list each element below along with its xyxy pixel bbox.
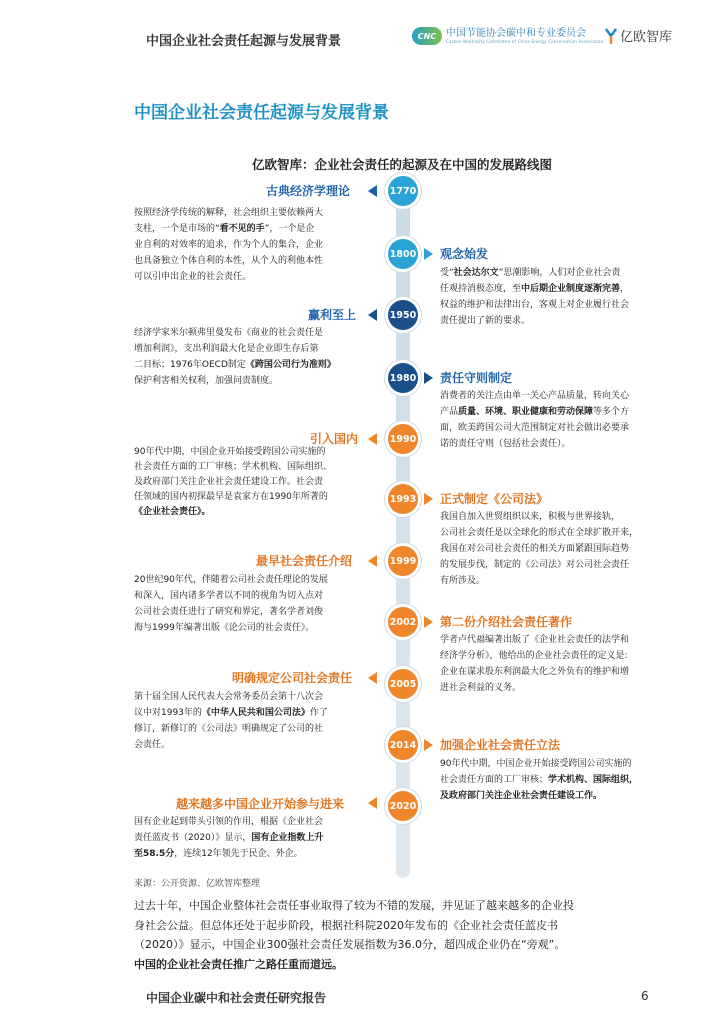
timeline-text-1950: 经济学家米尔顿弗里曼发布《商业的社会责任是 增加利润》，支出利润最大化是企业即生存后第 二目标；1976年OECD制定《跨国公司行为准则》 保护利害相关权利，加强问责制度。 xyxy=(134,328,336,386)
arrow-right-icon xyxy=(424,616,433,628)
cnc-logo xyxy=(412,24,603,48)
timeline-node-1993: 1993 xyxy=(388,484,418,514)
cnc-logo-cn: 中国节能协会碳中和专业委员会 xyxy=(446,28,586,39)
timeline-node-2014: 2014 xyxy=(388,730,418,760)
source-note: 来源：公开资源、亿欧智库整理 xyxy=(134,879,261,889)
timeline-heading-1800: 观念始发 xyxy=(440,247,489,261)
cnc-logo-mark: CNC xyxy=(412,27,442,45)
arrow-left-icon xyxy=(368,672,377,684)
timeline-heading-1993: 正式制定《公司法》 xyxy=(440,492,549,506)
arrow-left-icon xyxy=(368,797,377,809)
timeline-node-1770: 1770 xyxy=(388,176,418,206)
timeline-text-1770: 按照经济学传统的解释，社会组织主要依赖两大 支柱，一个是市场的“看不见的手”，一个是企 业自利的对效率的追求，作为个人的集合，企业 也具备独立个体自利的本性，从个人的利他本性 可以引申出企业的社会责任。 xyxy=(134,208,324,282)
timeline-text-2005: 第十届全国人民代表大会常务委员会第十八次会 议中对1993年的《中华人民共和国公司法》作了 修订，新修订的《公司法》明确规定了公司的社 会责任。 xyxy=(134,692,328,750)
timeline-text-1993: 我国自加入世贸组织以来，积极与世界接轨， 公司社会责任是以全球化的形式在全球扩散开来， 我国在对公司社会责任的相关方面紧跟国际趋势 的发展步伐，制定的《公司法》对公司社会责任 有所涉及。 xyxy=(440,512,639,586)
timeline-text-1980: 消费者的关注点由单一关心产品质量，转向关心 产品质量、环境、职业健康和劳动保障等多个方 面，欧美跨国公司大范围制定对社会做出必要承 诺的责任守则（包括社会责任）。 xyxy=(440,391,630,449)
arrow-right-icon xyxy=(424,372,433,384)
timeline-heading-1999: 最早社会责任介绍 xyxy=(256,554,353,568)
timeline-node-2020: 2020 xyxy=(388,791,418,821)
timeline-heading-2020: 越来越多中国企业开始参与进来 xyxy=(176,797,345,811)
timeline-text-1990: 90年代中期，中国企业开始接受跨国公司实施的 社会责任方面的工厂审核；学术机构、国际组织、 及政府部门关注企业社会责任建设工作。社会责 任领域的国内初探最早是袁家方在1990年所著的 《企业社会责任》。 xyxy=(134,447,333,517)
timeline-node-2005: 2005 xyxy=(388,669,418,699)
timeline-heading-1980: 责任守则制定 xyxy=(440,371,513,385)
timeline-heading-2014: 加强企业社会责任立法 xyxy=(440,738,561,752)
timeline-text-2020: 国有企业起到带头引领的作用，根据《企业社会 责任蓝皮书（2020）》显示，国有企业指数上升 至58.5分，连续12年领先于民企、外企。 xyxy=(134,817,324,859)
timeline-heading-1950: 赢利至上 xyxy=(308,308,357,322)
timeline-text-2014: 90年代中期，中国企业开始接受跨国公司实施的 社会责任方面的工厂审核；学术机构、国际组织， 及政府部门关注企业社会责任建设工作。 xyxy=(440,759,639,801)
arrow-right-icon xyxy=(424,248,433,260)
timeline-heading-2005: 明确规定公司社会责任 xyxy=(232,671,353,685)
timeline-spine xyxy=(396,178,410,878)
arrow-right-icon xyxy=(424,739,433,751)
iyiou-logo-icon xyxy=(604,27,618,45)
arrow-left-icon xyxy=(368,185,377,197)
chart-title: 亿欧智库：企业社会责任的起源及在中国的发展路线图 xyxy=(251,157,552,172)
timeline-heading-2002: 第二份介绍社会责任著作 xyxy=(440,615,573,629)
timeline-node-1999: 1999 xyxy=(388,546,418,576)
timeline-node-1800: 1800 xyxy=(388,239,418,269)
timeline-heading-1770: 古典经济学理论 xyxy=(266,184,351,198)
arrow-left-icon xyxy=(368,309,377,321)
timeline-node-1980: 1980 xyxy=(388,363,418,393)
timeline-node-1950: 1950 xyxy=(388,300,418,330)
timeline-node-2002: 2002 xyxy=(388,607,418,637)
section-title: 中国企业社会责任起源与发展背景 xyxy=(134,103,389,123)
arrow-left-icon xyxy=(368,555,377,567)
footer-title: 中国企业碳中和社会责任研究报告 xyxy=(146,991,327,1005)
iyiou-logo xyxy=(604,26,672,45)
header-title: 中国企业社会责任起源与发展背景 xyxy=(146,34,342,49)
iyiou-logo-text: 亿欧智库 xyxy=(620,30,673,45)
arrow-left-icon xyxy=(368,433,377,445)
timeline-node-1990: 1990 xyxy=(388,424,418,454)
cnc-logo-en: Carbon Neutrality Committee of China Energy Conservation Association xyxy=(446,39,604,44)
arrow-right-icon xyxy=(424,493,433,505)
timeline-heading-1990: 引入国内 xyxy=(310,432,359,446)
timeline-text-1999: 20世纪90年代，伴随着公司社会责任理论的发展 和深入，国内诸多学者以不同的视角为切入点对 公司社会责任进行了研究和界定，著名学者刘俊 海与1999年编著出版《论公司的社会责任》。 xyxy=(134,575,328,633)
page-number: 6 xyxy=(641,989,649,1003)
timeline-text-1800: 受“社会达尔文”思潮影响，人们对企业社会责 任观持消极态度，至中后期企业制度逐渐完善， 权益的维护和法律出台，客观上对企业履行社会 责任提出了新的要求。 xyxy=(440,268,630,326)
timeline-text-2002: 学者卢代福编著出版了《企业社会责任的法学和 经济学分析》，他给出的企业社会责任的定义是: 企业在谋求股东利润最大化之外负有的维护和增 进社会利益的义务。 xyxy=(440,635,630,693)
body-paragraph: 过去十年，中国企业整体社会责任事业取得了较为不错的发展，并见证了越来越多的企业投 身社会公益。但总体还处于起步阶段，根据社科院2020年发布的《企业社会责任蓝皮书 （2020）》显示，中国企业300强社会责任发展指数为36.0分，超四成企业仍在“旁观”。 中国的企业社会责任推广之路任重而道远。 xyxy=(134,899,574,971)
